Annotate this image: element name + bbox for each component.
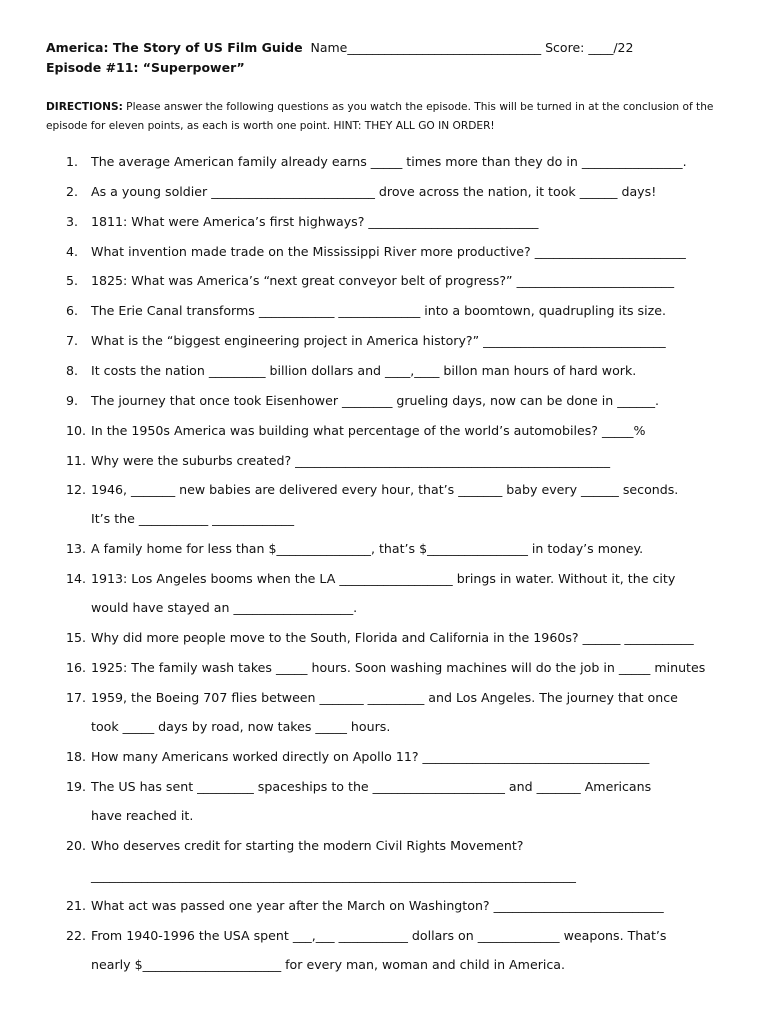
question-text: 1959, the Boeing 707 flies between _______ _________ and Los Angeles. The journey that once [91, 690, 678, 705]
question-3 [66, 214, 756, 229]
question-text: 1946, _______ new babies are delivered every hour, that’s _______ baby every ______ seconds. [91, 482, 679, 497]
directions-label: DIRECTIONS: [46, 101, 123, 113]
question-text: Who deserves credit for starting the modern Civil Rights Movement? [91, 838, 524, 853]
question-number: 4. [66, 244, 79, 259]
question-number: 7. [66, 333, 79, 348]
question-text: What is the “biggest engineering project in America history?” _____________________________ [91, 333, 666, 348]
question-text: The average American family already earns _____ times more than they do in ________________. [91, 154, 687, 169]
question-15 [66, 630, 756, 645]
question-text: The journey that once took Eisenhower ________ grueling days, now can be done in ______. [91, 393, 660, 408]
question-12 [66, 482, 756, 497]
question-17-continued: took _____ days by road, now takes _____ hours. [91, 719, 391, 734]
question-number: 13. [66, 541, 87, 556]
question-text: 1811: What were America’s first highways? ___________________________ [91, 214, 539, 229]
question-text: As a young soldier __________________________ drove across the nation, it took ______ days! [91, 184, 657, 199]
question-number: 10. [66, 423, 87, 438]
question-21 [66, 898, 756, 913]
question-4 [66, 244, 756, 259]
question-19 [66, 779, 756, 794]
question-11 [66, 453, 756, 468]
question-number: 6. [66, 303, 79, 318]
question-text: The Erie Canal transforms ____________ _____________ into a boomtown, quadrupling its size. [91, 303, 666, 318]
question-number: 14. [66, 571, 87, 586]
question-16 [66, 660, 756, 675]
question-17 [66, 690, 756, 705]
question-number: 22. [66, 928, 87, 943]
question-18 [66, 749, 756, 764]
episode-title: Episode #11: “Superpower” [46, 60, 245, 75]
question-22 [66, 928, 756, 943]
question-text: A family home for less than $_______________, that’s $________________ in today’s money. [91, 541, 644, 556]
question-text: Why were the suburbs created? __________________________________________________ [91, 453, 611, 468]
name-field-label: Name_______________________________ [310, 40, 542, 55]
question-number: 20. [66, 838, 87, 853]
question-number: 18. [66, 749, 87, 764]
episode-line [46, 60, 245, 75]
question-text: The US has sent _________ spaceships to the _____________________ and _______ Americans [91, 779, 652, 794]
question-13 [66, 541, 756, 556]
question-number: 12. [66, 482, 87, 497]
question-text: 1925: The family wash takes _____ hours. Soon washing machines will do the job in _____ minutes [91, 660, 706, 675]
question-8 [66, 363, 756, 378]
question-text: 1825: What was America’s “next great conveyor belt of progress?” _________________________ [91, 273, 675, 288]
question-text: What invention made trade on the Mississippi River more productive? ________________________ [91, 244, 686, 259]
question-number: 17. [66, 690, 87, 705]
question-1 [66, 154, 756, 169]
question-number: 15. [66, 630, 87, 645]
question-number: 21. [66, 898, 87, 913]
question-number: 16. [66, 660, 87, 675]
question-22-continued: nearly $______________________ for every man, woman and child in America. [91, 957, 566, 972]
question-20 [66, 838, 756, 853]
question-number: 5. [66, 273, 79, 288]
score-field-label: Score: ____/22 [545, 40, 634, 55]
question-14 [66, 571, 756, 586]
question-number: 19. [66, 779, 87, 794]
question-number: 8. [66, 363, 79, 378]
directions-block [46, 98, 746, 136]
question-text: From 1940-1996 the USA spent ___,___ ___________ dollars on _____________ weapons. That’s [91, 928, 667, 943]
question-12-continued: It’s the ___________ _____________ [91, 511, 295, 526]
question-6 [66, 303, 756, 318]
question-5 [66, 273, 756, 288]
question-number: 3. [66, 214, 79, 229]
question-20-answer-line: _____________________________________________________________________________ [91, 868, 576, 883]
question-text: 1913: Los Angeles booms when the LA __________________ brings in water. Without it, the city [91, 571, 676, 586]
question-text: In the 1950s America was building what percentage of the world’s automobiles? _____% [91, 423, 646, 438]
question-7 [66, 333, 756, 348]
directions-text: Please answer the following questions as you watch the episode. This will be turned in at the conclusion of the episode for eleven points, as each is worth one point. HINT: THEY ALL GO IN ORDER! [46, 101, 714, 132]
question-number: 9. [66, 393, 79, 408]
question-19-continued: have reached it. [91, 808, 194, 823]
question-number: 1. [66, 154, 79, 169]
question-number: 11. [66, 453, 87, 468]
question-text: It costs the nation _________ billion dollars and ____,____ billon man hours of hard work. [91, 363, 637, 378]
worksheet-header [46, 40, 633, 55]
guide-title: America: The Story of US Film Guide [46, 40, 303, 55]
question-2 [66, 184, 756, 199]
question-number: 2. [66, 184, 79, 199]
question-text: What act was passed one year after the March on Washington? ___________________________ [91, 898, 664, 913]
question-10 [66, 423, 756, 438]
question-text: Why did more people move to the South, Florida and California in the 1960s? ______ ___________ [91, 630, 694, 645]
question-9 [66, 393, 756, 408]
question-text: How many Americans worked directly on Apollo 11? ____________________________________ [91, 749, 650, 764]
question-14-continued: would have stayed an ___________________. [91, 600, 358, 615]
